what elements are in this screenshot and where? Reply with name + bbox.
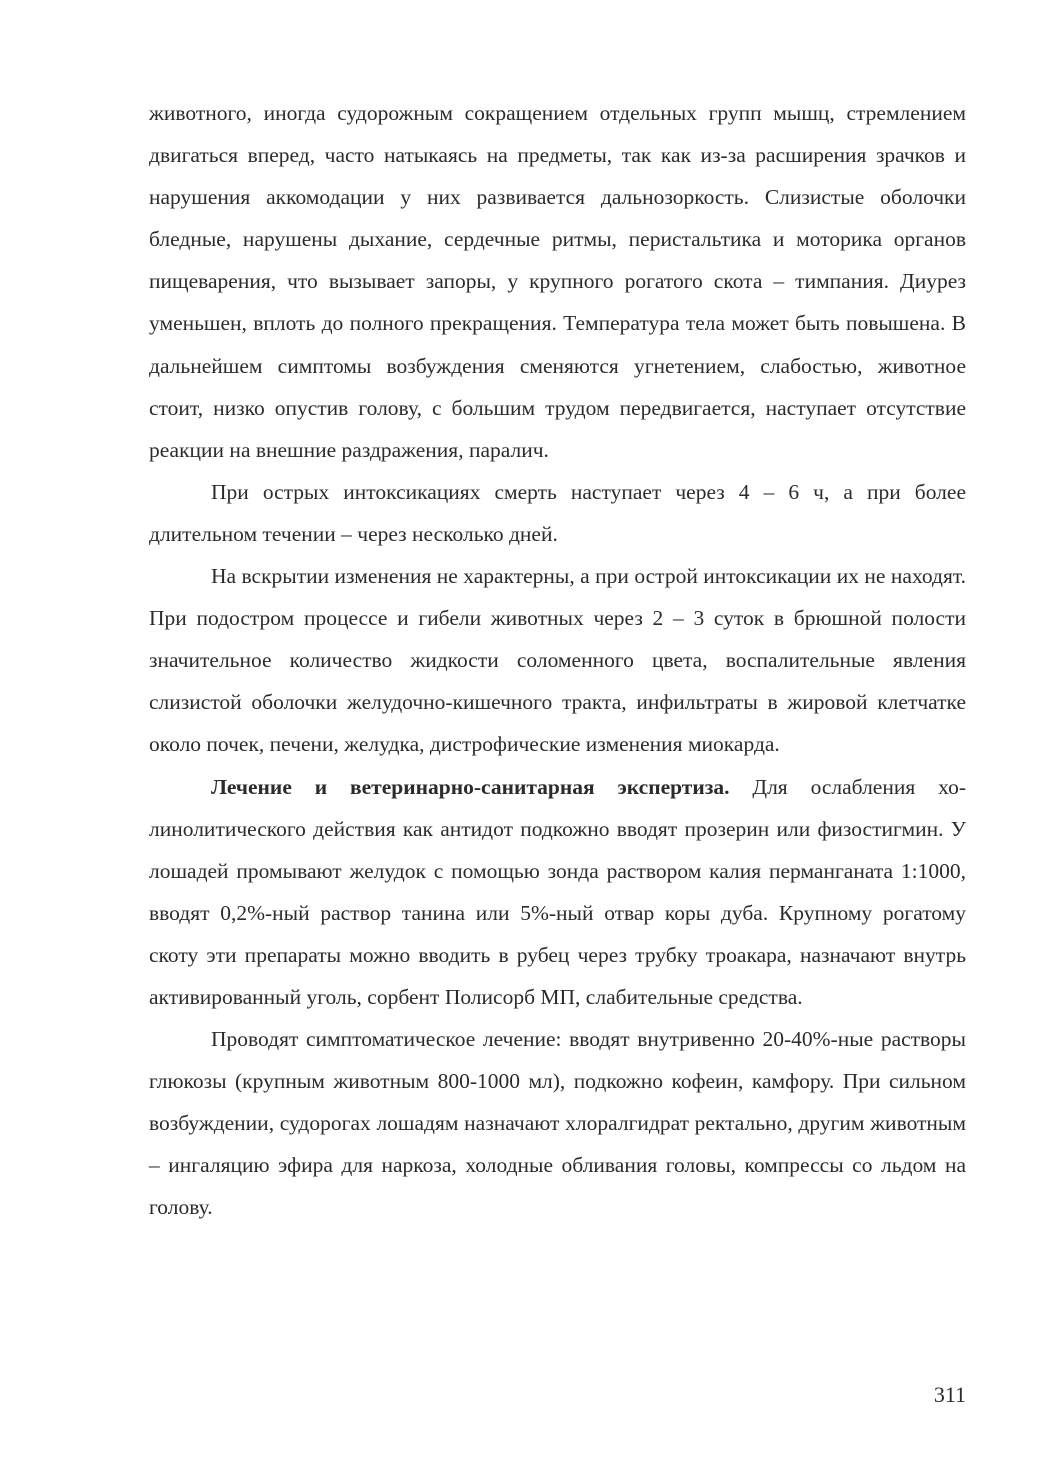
paragraph-autopsy-text: На вскрытии изменения не характерны, а при острой интоксикации их не находят. При подостром процессе и гибели животных через 2 – 3 суток в брюшной полости значительное количество жидкости соломенного цвета, воспалительные явления слизистой оболочки желудочно-кишечного тракта, инфильтраты в жировой клетчатке около почек, печени, желудка, дистрофические изменения миокарда. <box>149 564 966 757</box>
treatment-heading: Лечение и ветеринарно-санитарная экспертиза. <box>211 774 730 799</box>
paragraph-symptomatic-treatment-text: Проводят симптоматическое лечение: вводят внутривенно 20-40%-ные растворы глюкозы (крупным животным 800-1000 мл), подкожно кофеин, камфору. При сильном возбуждении, судорогах лошадям назначают хлоралгидрат ректально, другим животным – ингаляцию эфира для наркоза, холодные обливания головы, компрессы со льдом на голову. <box>149 1027 966 1220</box>
page-number: 311 <box>933 1382 966 1407</box>
page-body <box>149 92 966 1229</box>
paragraph-death-timing-text: При острых интоксикациях смерть наступает через 4 – 6 ч, а при более длительном течении – через несколько дней. <box>149 479 966 546</box>
paragraph-symptoms <box>149 92 966 471</box>
paragraph-treatment-text: Для ослабления холинолитического действия как антидот подкожно вводят прозерин или физостигмин. У лошадей промывают желудок с помощью зонда раствором калия перманганата 1:1000, вводят 0,2%-ный раствор танина или 5%-ный отвар коры дуба. Крупному рогатому скоту эти препараты можно вводить в рубец через трубку троакара, назначают внутрь активированный уголь, сорбент Полисорб МП, слабительные средства. <box>149 774 966 1009</box>
paragraph-symptomatic-treatment <box>149 1018 966 1228</box>
paragraph-symptoms-text: животного, иногда судорожным сокращением отдельных групп мышц, стремлением двигаться вперед, часто натыкаясь на предметы, так как из-за расширения зрачков и нарушения аккомодации у них развивается дальнозоркость. Слизистые оболочки бледные, нарушены дыхание, сердечные ритмы, перистальтика и моторика органов пищеварения, что вызывает запоры, у крупного рогатого скота – тимпания. Диурез уменьшен, вплоть до полного прекращения. Температура тела может быть повышена. В дальнейшем симптомы возбуждения сменяются угнетением, слабостью, животное стоит, низко опустив голову, с большим трудом передвигается, наступает отсутствие реакции на внешние раздражения, паралич. <box>149 101 966 462</box>
paragraph-treatment <box>149 766 966 1019</box>
paragraph-autopsy <box>149 555 966 765</box>
paragraph-death-timing <box>149 471 966 555</box>
